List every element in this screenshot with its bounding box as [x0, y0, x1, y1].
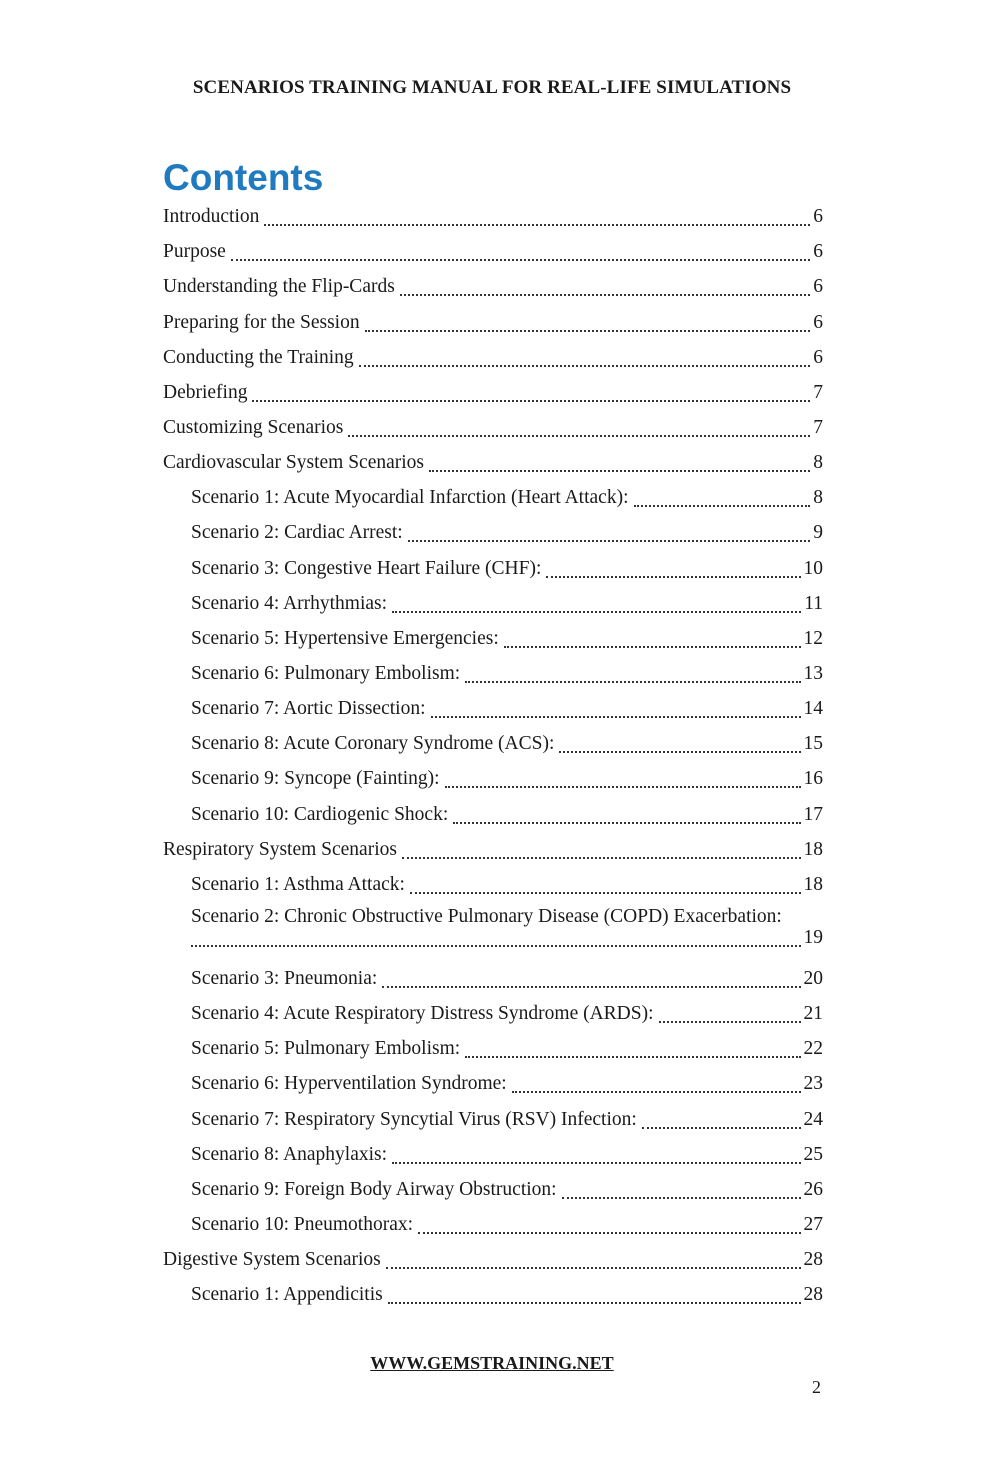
toc-page: 27 [803, 1213, 823, 1235]
toc-label: Scenario 6: Pulmonary Embolism: [191, 662, 461, 684]
toc-page: 13 [803, 662, 823, 684]
toc-entry-resp-scenario-8[interactable] [163, 1137, 823, 1172]
dot-leader [392, 610, 801, 613]
toc-page: 25 [803, 1143, 823, 1165]
toc-entry-cv-scenario-9[interactable] [163, 761, 823, 796]
toc-page: 15 [803, 733, 823, 755]
toc-label: Scenario 7: Aortic Dissection: [191, 698, 426, 720]
dot-leader [348, 434, 810, 437]
toc-label: Scenario 10: Cardiogenic Shock: [191, 803, 449, 825]
toc-page: 8 [813, 452, 823, 474]
toc-page: 11 [804, 592, 823, 614]
dot-leader [562, 1196, 801, 1199]
dot-leader [512, 1090, 801, 1093]
toc-entry-debriefing[interactable] [163, 375, 823, 410]
dot-leader [445, 785, 801, 788]
toc-label: Customizing Scenarios [163, 416, 344, 438]
toc-entry-cv-scenario-5[interactable] [163, 621, 823, 656]
toc-label: Scenario 1: Asthma Attack: [191, 873, 405, 895]
toc-label: Scenario 8: Acute Coronary Syndrome (ACS): [191, 733, 555, 755]
toc-label: Digestive System Scenarios [163, 1249, 381, 1271]
toc-page: 28 [803, 1249, 823, 1271]
toc-page: 22 [803, 1038, 823, 1060]
toc-entry-cv-scenario-8[interactable] [163, 726, 823, 761]
toc-label: Scenario 4: Acute Respiratory Distress Syndrome (ARDS): [191, 1003, 654, 1025]
toc-label: Scenario 7: Respiratory Syncytial Virus (RSV) Infection: [191, 1108, 637, 1130]
footer-website-link[interactable]: WWW.GEMSTRAINING.NET [370, 1353, 614, 1373]
dot-leader [659, 1020, 801, 1023]
dot-leader [388, 1301, 801, 1304]
toc-entry-preparing[interactable] [163, 304, 823, 339]
toc-label: Scenario 8: Anaphylaxis: [191, 1143, 388, 1165]
dot-leader [559, 750, 800, 753]
toc-page: 26 [803, 1178, 823, 1200]
toc-entry-introduction[interactable] [163, 199, 823, 234]
toc-entry-resp-scenario-9[interactable] [163, 1172, 823, 1207]
toc-page: 8 [813, 487, 823, 509]
toc-label: Scenario 3: Congestive Heart Failure (CHF): [191, 557, 542, 579]
toc-label: Scenario 3: Pneumonia: [191, 967, 378, 989]
table-of-contents [163, 199, 823, 1312]
dot-leader [642, 1126, 801, 1129]
toc-page: 20 [803, 967, 823, 989]
toc-entry-cv-scenario-7[interactable] [163, 691, 823, 726]
toc-entry-resp-scenario-10[interactable] [163, 1207, 823, 1242]
toc-entry-cv-scenario-4[interactable] [163, 586, 823, 621]
toc-label: Scenario 2: Cardiac Arrest: [191, 522, 403, 544]
toc-label: Scenario 4: Arrhythmias: [191, 592, 388, 614]
dot-leader [392, 1161, 800, 1164]
toc-page: 6 [813, 276, 823, 298]
toc-label: Scenario 2: Chronic Obstructive Pulmonary Disease (COPD) Exacerbation: [191, 905, 782, 927]
toc-entry-resp-scenario-4[interactable] [163, 996, 823, 1031]
toc-label: Purpose [163, 241, 226, 263]
dot-leader [418, 1231, 800, 1234]
dot-leader [365, 329, 811, 332]
toc-page: 6 [813, 206, 823, 228]
toc-entry-purpose[interactable] [163, 234, 823, 269]
dot-leader [359, 364, 811, 367]
toc-label: Scenario 5: Hypertensive Emergencies: [191, 627, 499, 649]
dot-leader [408, 539, 811, 542]
toc-label: Introduction [163, 206, 260, 228]
toc-entry-cv-scenario-6[interactable] [163, 656, 823, 691]
toc-label: Understanding the Flip-Cards [163, 276, 395, 298]
toc-page: 6 [813, 241, 823, 263]
dot-leader [504, 645, 801, 648]
toc-entry-cardiovascular[interactable] [163, 445, 823, 480]
toc-page: 18 [803, 838, 823, 860]
dot-leader [546, 575, 800, 578]
toc-page: 9 [813, 522, 823, 544]
toc-entry-digestive[interactable] [163, 1242, 823, 1277]
toc-label: Preparing for the Session [163, 311, 360, 333]
toc-entry-cv-scenario-10[interactable] [163, 796, 823, 831]
toc-entry-customizing[interactable] [163, 410, 823, 445]
dot-leader [429, 469, 810, 472]
toc-label: Scenario 6: Hyperventilation Syndrome: [191, 1073, 507, 1095]
toc-entry-resp-scenario-7[interactable] [163, 1101, 823, 1136]
toc-page: 14 [803, 698, 823, 720]
page-number: 2 [812, 1377, 821, 1397]
toc-label: Respiratory System Scenarios [163, 838, 397, 860]
toc-page: 6 [813, 346, 823, 368]
toc-entry-resp-scenario-2[interactable] [163, 902, 823, 961]
dot-leader [453, 821, 800, 824]
toc-page: 24 [803, 1108, 823, 1130]
toc-page: 7 [813, 416, 823, 438]
toc-entry-resp-scenario-5[interactable] [163, 1031, 823, 1066]
toc-entry-resp-scenario-1[interactable] [163, 867, 823, 902]
toc-entry-resp-scenario-3[interactable] [163, 961, 823, 996]
toc-page: 10 [803, 557, 823, 579]
dot-leader [231, 258, 810, 261]
toc-label: Scenario 9: Syncope (Fainting): [191, 768, 440, 790]
toc-label: Scenario 5: Pulmonary Embolism: [191, 1038, 461, 1060]
toc-entry-resp-scenario-6[interactable] [163, 1066, 823, 1101]
toc-label: Scenario 1: Acute Myocardial Infarction (Heart Attack): [191, 487, 629, 509]
dot-leader [634, 504, 811, 507]
dot-leader [410, 891, 801, 894]
toc-page: 16 [803, 768, 823, 790]
toc-page: 6 [813, 311, 823, 333]
dot-leader [382, 985, 800, 988]
toc-entry-cv-scenario-2[interactable] [163, 515, 823, 550]
toc-page: 12 [803, 627, 823, 649]
dot-leader [465, 680, 800, 683]
toc-entry-conducting[interactable] [163, 340, 823, 375]
dot-leader [431, 715, 801, 718]
dot-leader [386, 1266, 801, 1269]
toc-entry-cv-scenario-3[interactable] [163, 550, 823, 585]
toc-label: Scenario 9: Foreign Body Airway Obstruction: [191, 1178, 557, 1200]
contents-title: Contents [163, 157, 324, 198]
toc-label: Debriefing [163, 381, 248, 403]
toc-entry-cv-scenario-1[interactable] [163, 480, 823, 515]
toc-page: 23 [803, 1073, 823, 1095]
running-header: SCENARIOS TRAINING MANUAL FOR REAL-LIFE SIMULATIONS [192, 77, 792, 98]
toc-page: 19 [803, 926, 823, 948]
toc-label: Conducting the Training [163, 346, 354, 368]
toc-entry-respiratory[interactable] [163, 832, 823, 867]
dot-leader [400, 293, 810, 296]
toc-page: 17 [803, 803, 823, 825]
dot-leader [264, 223, 810, 226]
toc-page: 28 [803, 1284, 823, 1306]
toc-page: 21 [803, 1003, 823, 1025]
toc-entry-dig-scenario-1[interactable] [163, 1277, 823, 1312]
toc-page: 7 [813, 381, 823, 403]
toc-label: Cardiovascular System Scenarios [163, 452, 425, 474]
dot-leader [402, 856, 801, 859]
dot-leader [191, 944, 801, 947]
toc-entry-flip-cards[interactable] [163, 269, 823, 304]
dot-leader [465, 1055, 800, 1058]
dot-leader [252, 399, 810, 402]
toc-label: Scenario 10: Pneumothorax: [191, 1213, 414, 1235]
toc-page: 18 [803, 873, 823, 895]
toc-label: Scenario 1: Appendicitis [191, 1284, 383, 1306]
